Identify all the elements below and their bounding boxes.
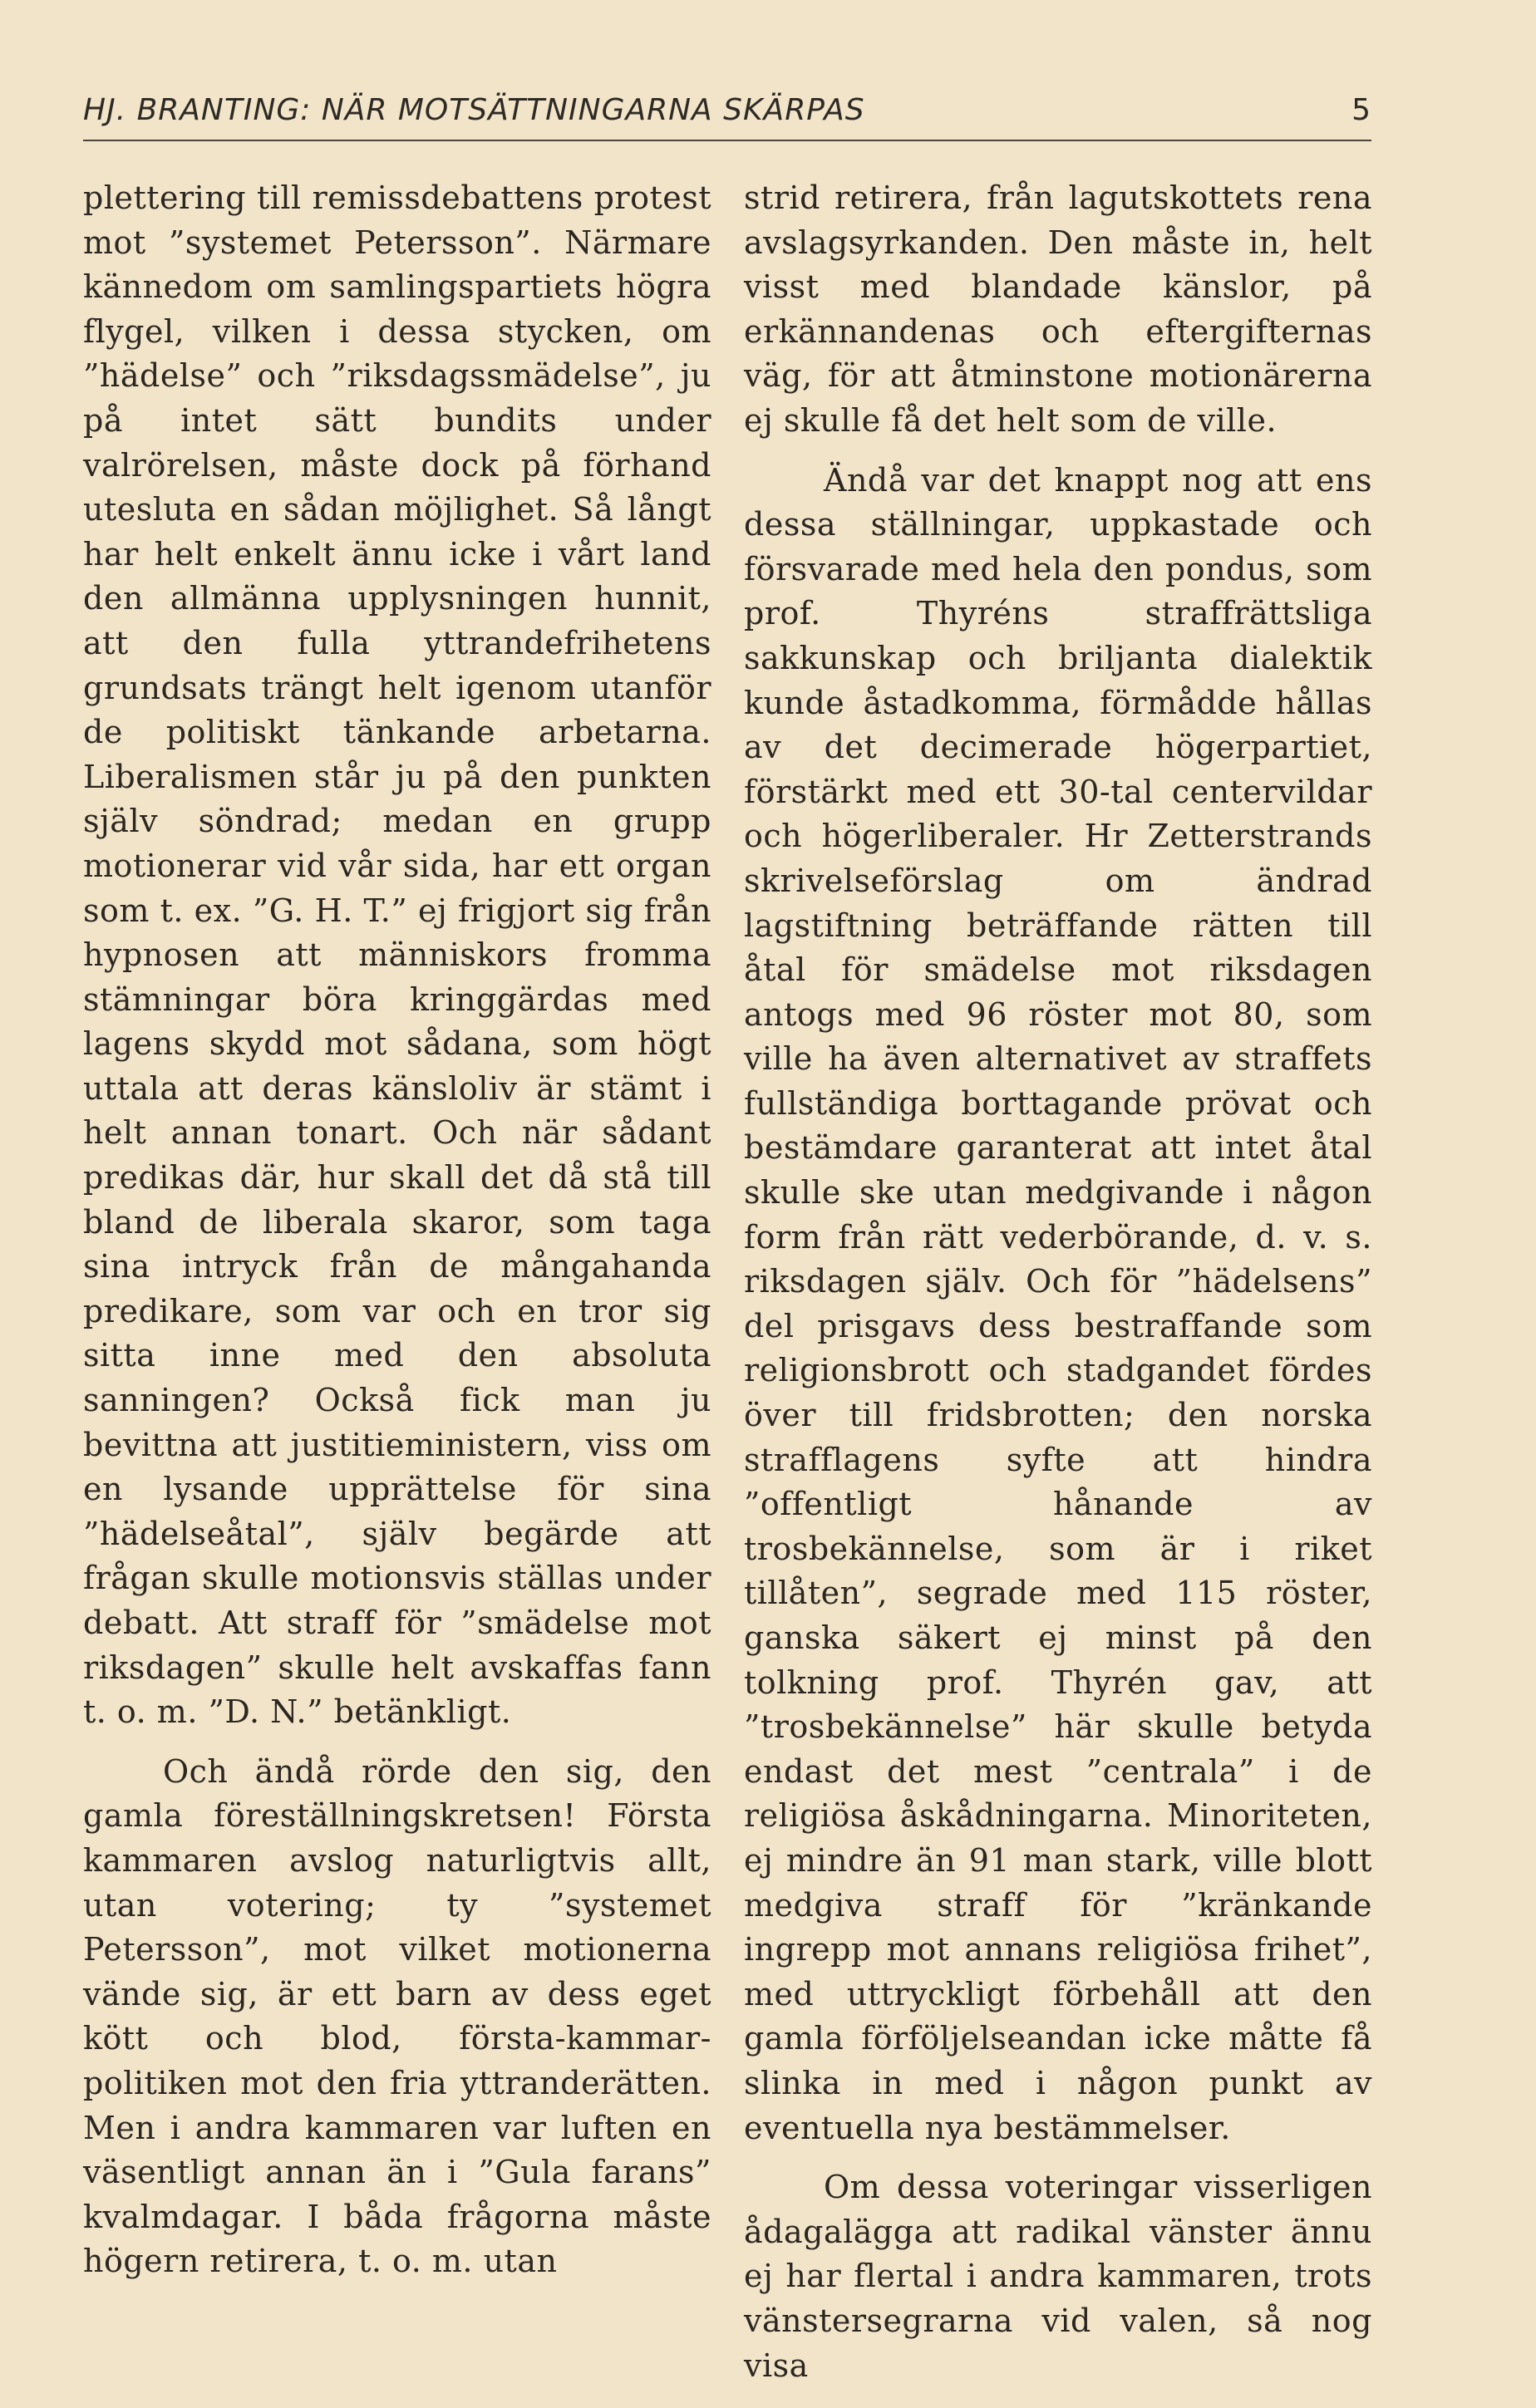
- left-paragraph-2: Och ändå rörde den sig, den gamla föreställningskretsen! Första kammaren avslog naturligtvis allt, utan votering; ty ”systemet Petersson”, mot vilket motionerna vände sig, är ett barn av dess eget kött och blod, första-kammar-politiken mot den fria yttranderätten. Men i andra kammaren var luften en väsentligt annan än i ”Gula farans” kvalmdagar. I båda frågorna måste högern retirera, t. o. m. utan: [83, 1752, 711, 2280]
- page-number: 5: [1351, 93, 1371, 127]
- left-paragraph-1: plettering till remissdebattens protest mot ”systemet Petersson”. Närmare kännedom om samlingspartiets högra flygel, vilken i dessa stycken, om ”hädelse” och ”riksdagssmädelse”, ju på intet sätt bundits under valrörelsen, måste dock på förhand utesluta en sådan möjlighet. Så långt har helt enkelt ännu icke i vårt land den allmänna upplysningen hunnit, att den fulla yttrandefrihetens grundsats trängt helt igenom utanför de politiskt tänkande arbetarna. Liberalismen står ju på den punkten själv söndrad; medan en grupp motionerar vid vår sida, har ett organ som t. ex. ”G. H. T.” ej frigjort sig från hypnosen att människors fromma stämningar böra kringgärdas med lagens skydd mot sådana, som högt uttala att deras känsloliv är stämt i helt annan tonart. Och när sådant predikas där, hur skall det då stå till bland de liberala skaror, som taga sina intryck från de mångahanda predikare, som var och en tror sig sitta inne med den absoluta sanningen? Också fick man ju bevittna att justitieministern, viss om en lysande upprättelse för sina ”hädelseåtal”, själv begärde att frågan skulle motionsvis ställas under debatt. Att straff för ”smädelse mot riksdagen” skulle helt avskaffas fann t. o. m. ”D. N.” betänkligt.: [83, 179, 711, 1731]
- right-column: [744, 176, 1372, 2388]
- running-title: HJ. BRANTING: NÄR MOTSÄTTNINGARNA SKÄRPAS: [83, 93, 865, 127]
- header-rule: [83, 140, 1371, 141]
- right-paragraph-2: Ändå var det knappt nog att ens dessa ställningar, uppkastade och försvarade med hela den pondus, som prof. Thyréns straffrättsliga sakkunskap och briljanta dialektik kunde åstadkomma, förmådde hållas av det decimerade högerpartiet, förstärkt med ett 30-tal centervildar och högerliberaler. Hr Zetterstrands skrivelseförslag om ändrad lagstiftning beträffande rätten till åtal för smädelse mot riksdagen antogs med 96 röster mot 80, som ville ha även alternativet av straffets fullständiga borttagande prövat och bestämdare garanterat att intet åtal skulle ske utan medgivande i någon form från rätt vederbörande, d. v. s. riksdagen själv. Och för ”hädelsens” del prisgavs dess bestraffande som religionsbrott och stadgandet fördes över till fridsbrotten; den norska strafflagens syfte att hindra ”offentligt hånande av trosbekännelse, som är i riket tillåten”, segrade med 115 röster, ganska säkert ej minst på den tolkning prof. Thyrén gav, att ”trosbekännelse” här skulle betyda endast det mest ”centrala” i de religiösa åskådningarna. Minoriteten, ej mindre än 91 man stark, ville blott medgiva straff för ”kränkande ingrepp mot annans religiösa frihet”, med uttryckligt förbehåll att den gamla förföljelseandan icke måtte få slinka in med i någon punkt av eventuella nya bestämmelser.: [744, 461, 1372, 2146]
- left-column: [83, 176, 711, 2284]
- right-paragraph-3: Om dessa voteringar visserligen ådagalägga att radikal vänster ännu ej har flertal i andra kammaren, trots vänstersegrarna vid valen, så nog visa: [744, 2169, 1372, 2384]
- running-header: [83, 93, 1371, 140]
- right-paragraph-1: strid retirera, från lagutskottets rena avslagsyrkanden. Den måste in, helt visst med blandade känslor, på erkännandenas och eftergifternas väg, för att åtminstone motionärerna ej skulle få det helt som de ville.: [744, 179, 1372, 439]
